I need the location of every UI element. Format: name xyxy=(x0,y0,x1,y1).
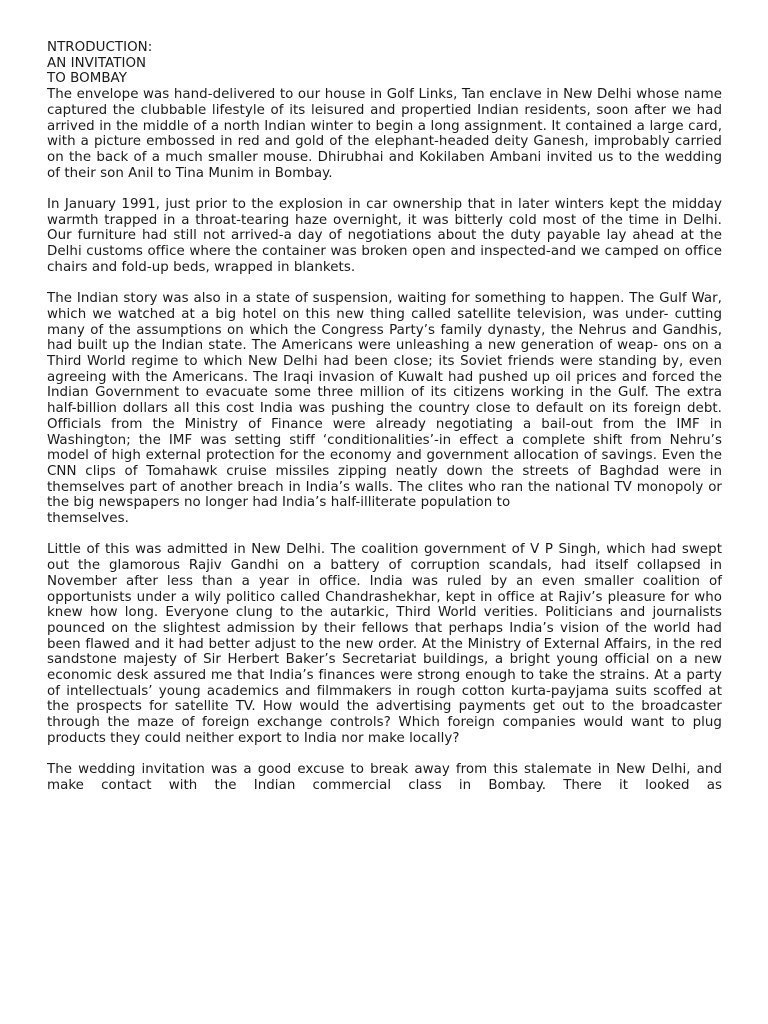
paragraph-2: In January 1991, just prior to the explosion in car ownership that in later winters kept the midday warmth trapped in a throat-tearing haze overnight, it was bitterly cold most of the time in Delhi. Our furniture had still not arrived-a day of negotiations about the duty payable lay ahead at the Delhi customs office where the container was broken open and inspected-and we camped on office chairs and fold-up beds, wrapped in blankets. xyxy=(47,197,722,275)
document-page xyxy=(47,40,722,794)
paragraph-5: The wedding invitation was a good excuse to break away from this stalemate in New Delhi, and make contact with the Indian commercial class in Bombay. There it looked as xyxy=(47,762,722,793)
paragraph-3-body: The Indian story was also in a state of suspension, waiting for something to happen. The Gulf War, which we watched at a big hotel on this new thing called satellite television, was under- cutting many of the assumptions on which the Congress Party’s family dynasty, the Nehrus and Gandhis, had built up the Indian state. The Americans were unleashing a new generation of weap- ons on a Third World regime to which New Delhi had been close; its Soviet friends were standing by, even agreeing with the Americans. The Iraqi invasion of Kuwalt had pushed up oil prices and forced the Indian Government to evacuate some three million of its citizens working in the Gulf. The extra half-billion dollars all this cost India was pushing the country close to default on its foreign debt. Officials from the Ministry of Finance were already negotiating a bail-out from the IMF in Washington; the IMF was setting stiff ‘conditionalities’-in effect a complete shift from Nehru’s model of high external protection for the economy and government allocation of savings. Even the CNN clips of Tomahawk cruise missiles zipping neatly down the streets of Baghdad were in themselves part of another breach in India’s walls. The clites who ran the national TV monopoly or the big newspapers no longer had India’s half-illiterate population to xyxy=(47,291,722,511)
heading-line-3: TO BOMBAY xyxy=(47,71,127,87)
paragraph-4: Little of this was admitted in New Delhi. The coalition government of V P Singh, which had swept out the glamorous Rajiv Gandhi on a battery of corruption scandals, had itself collapsed in November after less than a year in office. India was ruled by an even smaller coalition of opportunists under a wily politico called Chandrashekhar, kept in office at Rajiv’s pleasure for who knew how long. Everyone clung to the autarkic, Third World verities. Politicians and journalists pounced on the slightest admission by their fellows that perhaps India’s vision of the world had been flawed and it had better adjust to the new order. At the Ministry of External Affairs, in the red sandstone majesty of Sir Herbert Baker’s Secretariat buildings, a bright young official on a new economic desk assured me that India’s finances were strong enough to take the strains. At a party of intellectuals’ young academics and filmmakers in rough cotton kurta-payjama suits scoffed at the prospects for satellite TV. How would the advertising payments get out to the broadcaster through the maze of foreign exchange controls? Which foreign companies would want to plug products they could neither export to India nor make locally? xyxy=(47,542,722,746)
paragraph-3-tail: themselves. xyxy=(47,511,129,527)
chapter-heading xyxy=(47,40,722,87)
heading-line-1: NTRODUCTION: xyxy=(47,40,153,55)
paragraph-1: The envelope was hand-delivered to our house in Golf Links, Tan enclave in New Delhi whose name captured the clubbable lifestyle of its leisured and propertied Indian residents, soon after we had arrived in the middle of a north Indian winter to begin a long assignment. It contained a large card, with a picture embossed in red and gold of the elephant-headed deity Ganesh, improbably carried on the back of a much smaller mouse. Dhirubhai and Kokilaben Ambani invited us to the wedding of their son Anil to Tina Munim in Bombay. xyxy=(47,87,722,181)
heading-line-2: AN INVITATION xyxy=(47,55,147,71)
paragraph-3 xyxy=(47,291,722,527)
